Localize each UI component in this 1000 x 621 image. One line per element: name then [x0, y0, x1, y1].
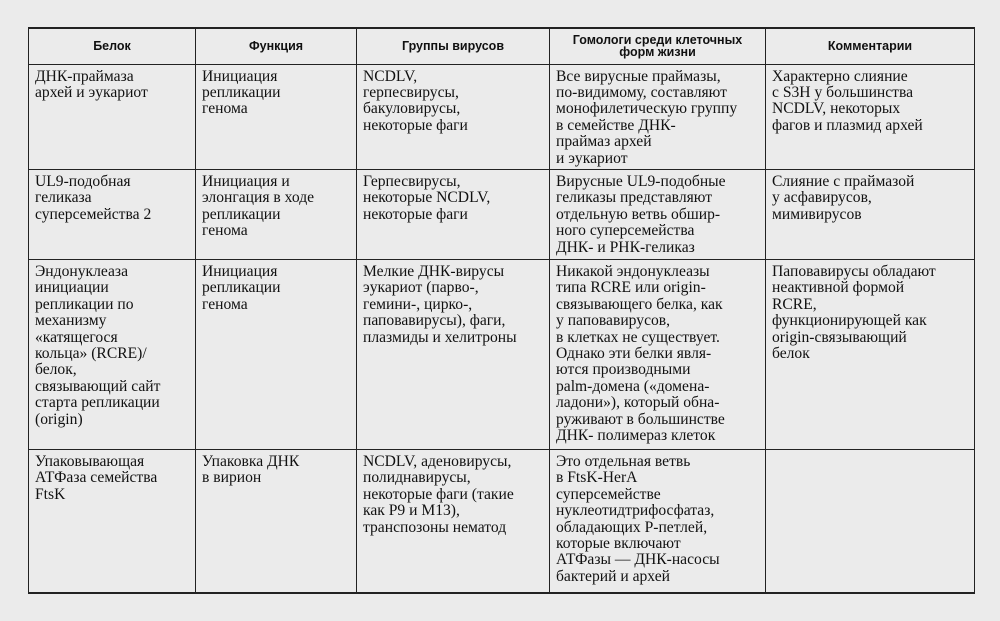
- header-virus-groups: Группы вирусов: [357, 28, 550, 64]
- protein-table: [28, 27, 975, 594]
- cell-protein: Эндонуклеаза инициации репликации по механизму «катящегося кольца» (RCRE)/ белок, связывающий сайт старта репликации (origin): [29, 259, 196, 449]
- table-row: [29, 169, 975, 259]
- table-row: [29, 259, 975, 449]
- cell-virus-groups: NCDLV, аденовирусы, полиднавирусы, некоторые фаги (такие как P9 и M13), транспозоны нематод: [357, 449, 550, 593]
- header-function: Функция: [196, 28, 357, 64]
- cell-homologs: Вирусные UL9-подобные геликазы представляют отдельную ветвь обшир- ного суперсемейства ДНК- и РНК-геликаз: [550, 169, 766, 259]
- cell-protein: Упаковывающая АТФаза семейства FtsK: [29, 449, 196, 593]
- cell-comments: [766, 449, 975, 593]
- cell-function: Инициация репликации генома: [196, 259, 357, 449]
- cell-homologs: Это отдельная ветвь в FtsK-HerA суперсемействе нуклеотидтрифосфатаз, обладающих Р-петлей, которые включают АТФазы — ДНК-насосы бактерий и архей: [550, 449, 766, 593]
- cell-function: Инициация репликации генома: [196, 64, 357, 169]
- header-row: [29, 28, 975, 64]
- header-comments: Комментарии: [766, 28, 975, 64]
- cell-function: Упаковка ДНК в вирион: [196, 449, 357, 593]
- cell-homologs: Все вирусные праймазы, по-видимому, составляют монофилетическую группу в семействе ДНК- праймаз архей и эукариот: [550, 64, 766, 169]
- header-homologs: Гомологи среди клеточных форм жизни: [550, 28, 766, 64]
- header-protein: Белок: [29, 28, 196, 64]
- table-row: [29, 64, 975, 169]
- cell-comments: Паповавирусы обладают неактивной формой RCRE, функционирующей как origin-связывающий белок: [766, 259, 975, 449]
- cell-comments: Характерно слияние с S3H у большинства NCDLV, некоторых фагов и плазмид архей: [766, 64, 975, 169]
- table-row: [29, 449, 975, 593]
- cell-virus-groups: Мелкие ДНК-вирусы эукариот (парво-, гемини-, цирко-, паповавирусы), фаги, плазмиды и хелитроны: [357, 259, 550, 449]
- cell-comments: Слияние с праймазой у асфавирусов, мимивирусов: [766, 169, 975, 259]
- cell-function: Инициация и элонгация в ходе репликации генома: [196, 169, 357, 259]
- cell-virus-groups: NCDLV, герпесвирусы, бакуловирусы, некоторые фаги: [357, 64, 550, 169]
- cell-protein: UL9-подобная геликаза суперсемейства 2: [29, 169, 196, 259]
- cell-virus-groups: Герпесвирусы, некоторые NCDLV, некоторые фаги: [357, 169, 550, 259]
- cell-protein: ДНК-праймаза архей и эукариот: [29, 64, 196, 169]
- cell-homologs: Никакой эндонуклеазы типа RCRE или origin- связывающего белка, как у паповавирусов, в клетках не существует. Однако эти белки явля- ются производными palm-домена («домена- ладони»), который обна- руживают в большинстве ДНК- полимераз клеток: [550, 259, 766, 449]
